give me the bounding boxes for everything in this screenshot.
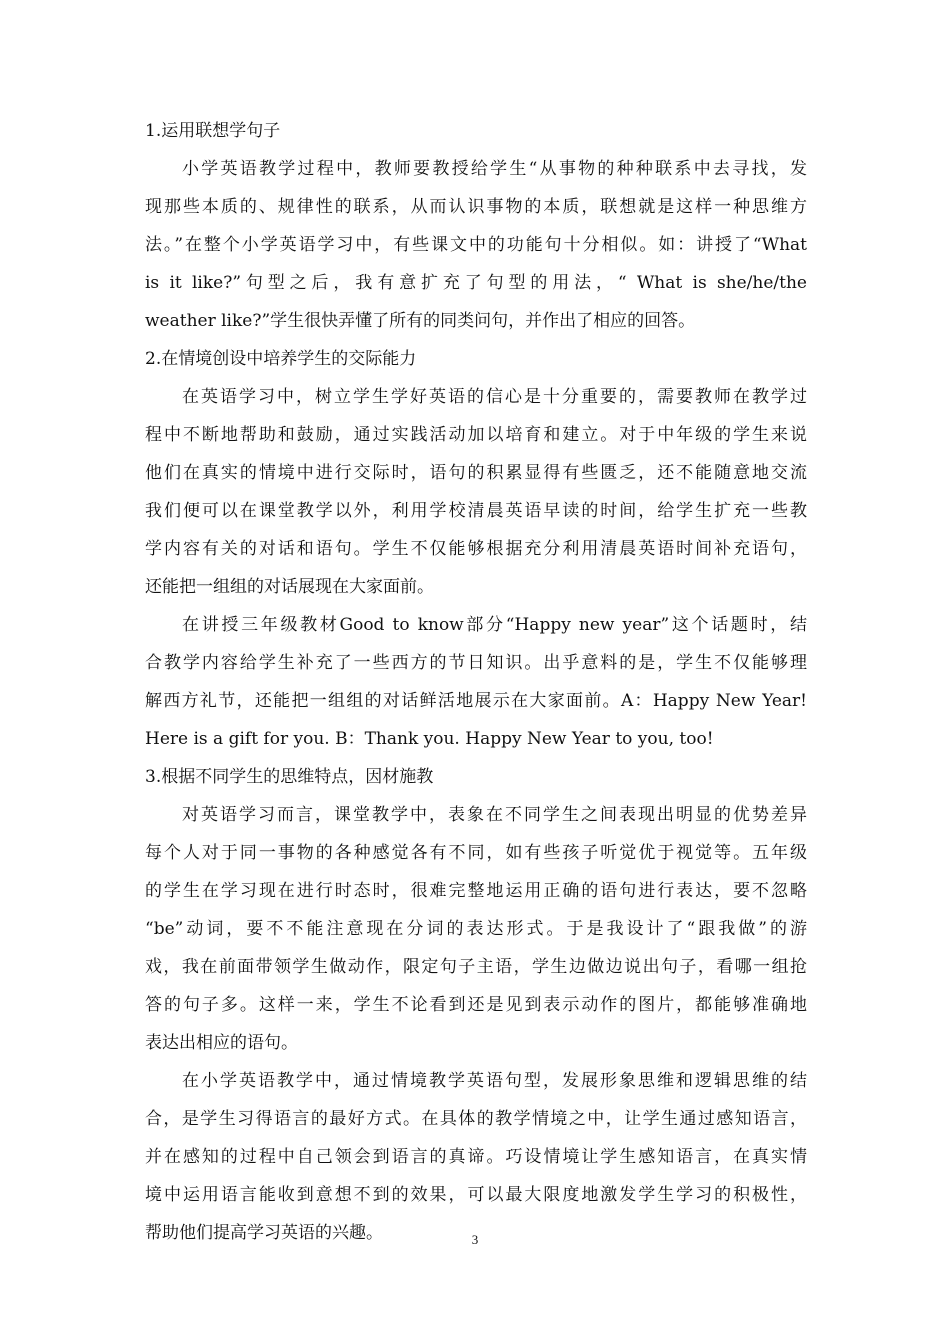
text-line: 合，是学生习得语言的最好方式。在具体的教学情境之中，让学生通过感知语言， [145, 1109, 807, 1129]
text-line: 表达出相应的语句。 [145, 1033, 298, 1053]
text-line: 帮助他们提高学习英语的兴趣。 [145, 1223, 383, 1243]
page-number: 3 [471, 1232, 479, 1247]
text-line: 现那些本质的、规律性的联系，从而认识事物的本质，联想就是这样一种思维方 [145, 197, 807, 217]
text-line: 戏，我在前面带领学生做动作，限定句子主语，学生边做边说出句子，看哪一组抢 [145, 957, 807, 977]
text-line: 合教学内容给学生补充了一些西方的节日知识。出乎意料的是，学生不仅能够理 [145, 653, 807, 673]
text-line: 答的句子多。这样一来，学生不论看到还是见到表示动作的图片，都能够准确地 [145, 995, 807, 1015]
section-heading: 1.运用联想学句子 [145, 121, 281, 141]
text-line: 在讲授三年级教材Good to know部分“Happy new year”这个话题时，结 [182, 615, 807, 635]
text-line: 学内容有关的对话和语句。学生不仅能够根据充分利用清晨英语时间补充语句， [145, 539, 807, 559]
section-3 [145, 758, 807, 1252]
text-line: 对英语学习而言，课堂教学中，表象在不同学生之间表现出明显的优势差异 [182, 805, 807, 825]
paragraph [145, 606, 807, 758]
text-line: 在小学英语教学中，通过情境教学英语句型，发展形象思维和逻辑思维的结 [182, 1071, 807, 1091]
text-line: 的学生在学习现在进行时态时，很难完整地运用正确的语句进行表达，要不忽略 [145, 881, 807, 901]
text-line: 并在感知的过程中自己领会到语言的真谛。巧设情境让学生感知语言，在真实情 [145, 1147, 807, 1167]
text-line: 他们在真实的情境中进行交际时，语句的积累显得有些匮乏，还不能随意地交流 [145, 463, 807, 483]
section-heading: 3.根据不同学生的思维特点，因材施教 [145, 767, 434, 787]
paragraph [145, 150, 807, 340]
document-body [145, 112, 807, 1252]
text-line: “be”动词，要不不能注意现在分词的表达形式。于是我设计了“跟我做”的游 [145, 919, 807, 939]
text-line: 法。”在整个小学英语学习中，有些课文中的功能句十分相似。如：讲授了“What [145, 235, 807, 255]
section-1 [145, 112, 807, 340]
text-line: 解西方礼节，还能把一组组的对话鲜活地展示在大家面前。A：Happy New Year! [145, 691, 807, 711]
section-2 [145, 340, 807, 758]
paragraph [145, 796, 807, 1062]
text-line: 在英语学习中，树立学生学好英语的信心是十分重要的，需要教师在教学过 [182, 387, 807, 407]
text-line: weather like?”学生很快弄懂了所有的同类问句，并作出了相应的回答。 [145, 311, 696, 331]
text-line: 还能把一组组的对话展现在大家面前。 [145, 577, 434, 597]
paragraph [145, 1062, 807, 1252]
text-line: Here is a gift for you. B：Thank you. Happy New Year to you, too! [145, 729, 714, 749]
text-line: 境中运用语言能收到意想不到的效果，可以最大限度地激发学生学习的积极性， [145, 1185, 807, 1205]
text-line: 程中不断地帮助和鼓励，通过实践活动加以培育和建立。对于中年级的学生来说 [145, 425, 807, 445]
text-line: 小学英语教学过程中，教师要教授给学生“从事物的种种联系中去寻找，发 [182, 159, 807, 179]
section-heading: 2.在情境创设中培养学生的交际能力 [145, 349, 417, 369]
text-line: is it like?”句型之后，我有意扩充了句型的用法，“ What is she/he/the [145, 273, 807, 293]
paragraph [145, 378, 807, 606]
text-line: 每个人对于同一事物的各种感觉各有不同，如有些孩子听觉优于视觉等。五年级 [145, 843, 807, 863]
text-line: 我们便可以在课堂教学以外，利用学校清晨英语早读的时间，给学生扩充一些教 [145, 501, 807, 521]
